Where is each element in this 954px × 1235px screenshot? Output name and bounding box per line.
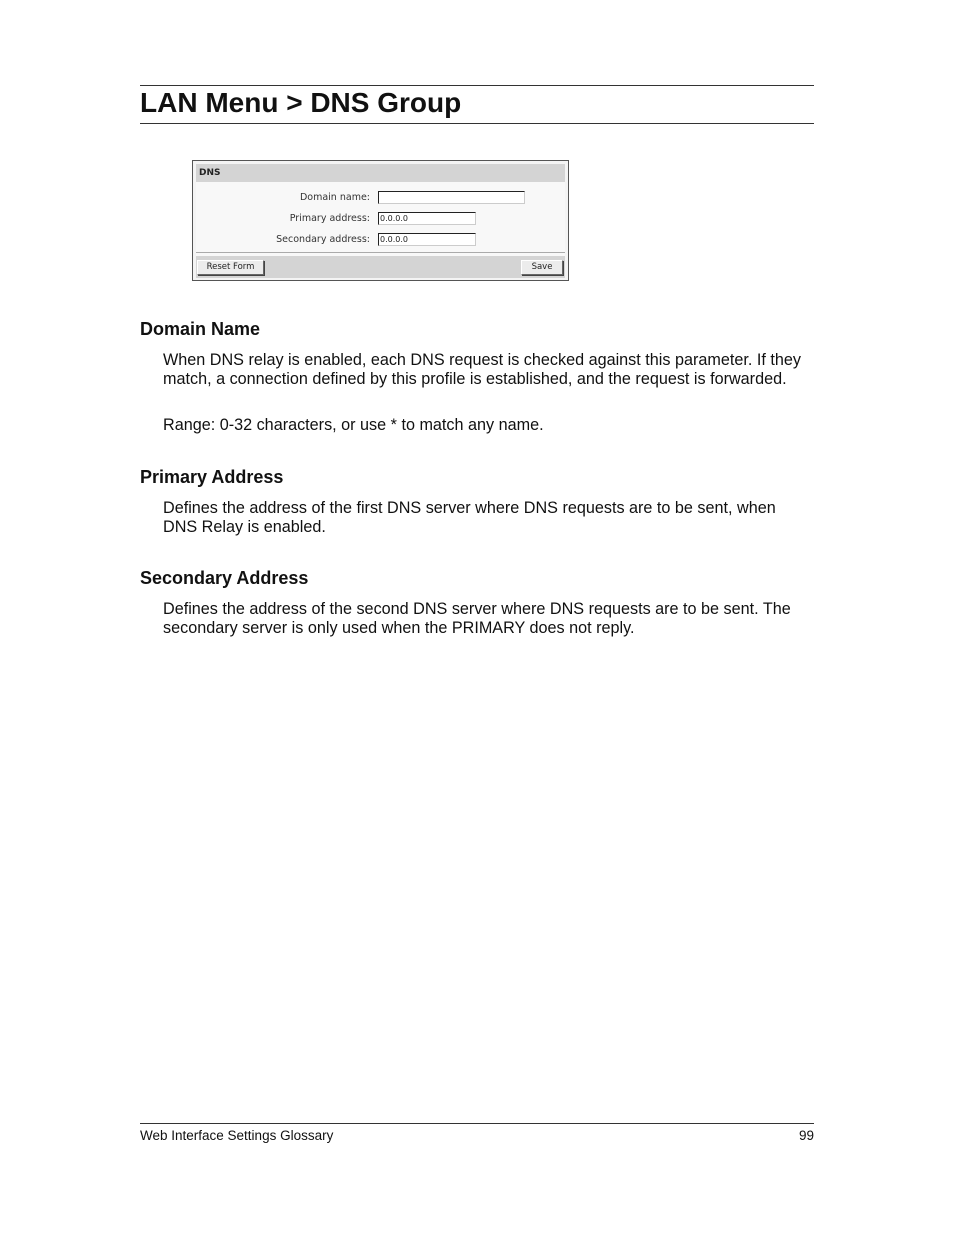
secondary-address-label: Secondary address:: [276, 234, 370, 245]
dns-settings-screenshot: [192, 160, 569, 281]
section-heading-primary-address: Primary Address: [140, 467, 284, 487]
footer-rule: [140, 1123, 814, 1124]
section-heading-secondary-address: Secondary Address: [140, 568, 309, 588]
form-button-bar: [196, 256, 565, 278]
dns-form: [196, 164, 565, 277]
section-paragraph: Range: 0-32 characters, or use * to match any name.: [163, 416, 544, 434]
title-bottom-rule: [140, 123, 814, 124]
dns-form-header: DNS: [196, 164, 565, 182]
primary-address-input[interactable]: 0.0.0.0: [378, 212, 476, 225]
section-paragraph: Defines the address of the second DNS server where DNS requests are to be sent. The secondary server is only used when the PRIMARY does not reply.: [163, 600, 791, 637]
reset-form-button[interactable]: Reset Form: [197, 260, 264, 275]
secondary-address-input[interactable]: 0.0.0.0: [378, 233, 476, 246]
section-heading-domain-name: Domain Name: [140, 319, 261, 339]
form-divider: [196, 252, 565, 253]
section-paragraph: When DNS relay is enabled, each DNS request is checked against this parameter. If they match, a connection defined by this profile is established, and the request is forwarded.: [163, 351, 801, 388]
page-number: 99: [798, 1128, 814, 1143]
footer-document-title: Web Interface Settings Glossary: [140, 1128, 334, 1143]
domain-name-input[interactable]: [378, 191, 525, 204]
section-paragraph: Defines the address of the first DNS server where DNS requests are to be sent, when DNS Relay is enabled.: [163, 499, 776, 536]
save-button[interactable]: Save: [521, 260, 563, 275]
domain-name-label: Domain name:: [299, 192, 370, 203]
primary-address-label: Primary address:: [289, 213, 370, 224]
page-title: LAN Menu > DNS Group: [140, 87, 462, 118]
